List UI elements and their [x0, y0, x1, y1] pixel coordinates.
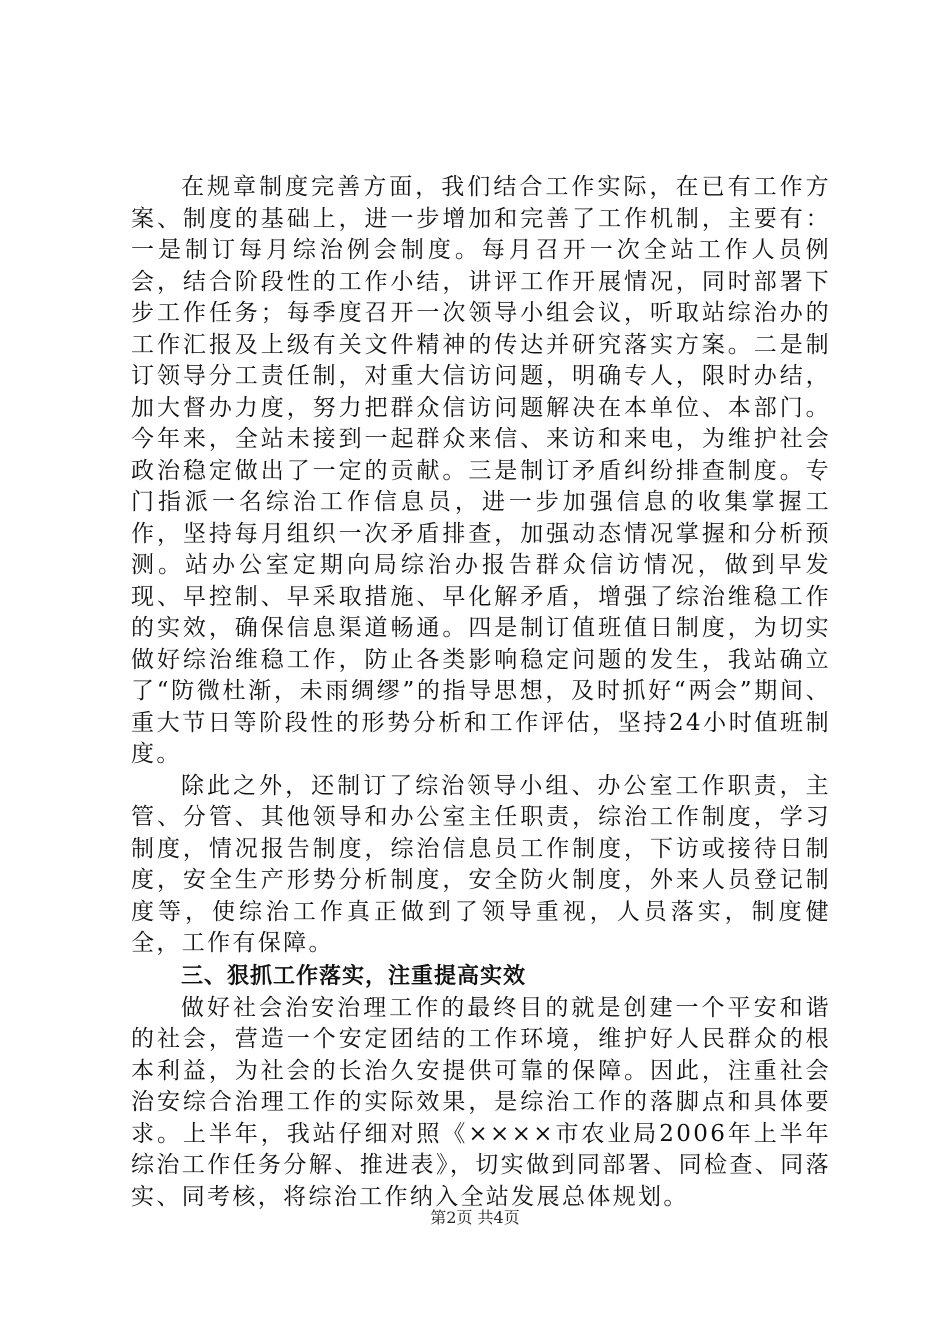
paragraph-additional-rules: 除此之外，还制订了综治领导小组、办公室工作职责，主管、分管、其他领导和办公室主任职责，综治工作制度，学习制度，情况报告制度，综治信息员工作制度，下访或接待日制度，安全生产形势分析制度，安全防火制度，外来人员登记制度等，使综治工作真正做到了领导重视，人员落实，制度健全，工作有保障。	[131, 772, 831, 956]
page-footer: 第2页 共4页	[430, 1208, 520, 1227]
paragraph-implementation: 做好社会治安治理工作的最终目的就是创建一个平安和谐的社会，营造一个安定团结的工作环境，维护好人民群众的根本利益，为社会的长治久安提供可靠的保障。因此，注重社会治安综合治理工作的实际效果，是综治工作的落脚点和具体要求。上半年，我站仔细对照《××××市农业局2006年上半年综治工作任务分解、推进表》，切实做到同部署、同检查、同落实、同考核，将综治工作纳入全站发展总体规划。	[131, 994, 831, 1210]
paragraph-regulations: 在规章制度完善方面，我们结合工作实际，在已有工作方案、制度的基础上，进一步增加和完善了工作机制，主要有：一是制订每月综治例会制度。每月召开一次全站工作人员例会，结合阶段性的工作小结，讲评工作开展情况，同时部署下步工作任务；每季度召开一次领导小组会议，听取站综治办的工作汇报及上级有关文件精神的传达并研究落实方案。二是制订领导分工责任制，对重大信访问题，明确专人，限时办结，加大督办力度，努力把群众信访问题解决在本单位、本部门。今年来，全站未接到一起群众来信、来访和来电，为维护社会政治稳定做出了一定的贡献。三是制订矛盾纠纷排查制度。专门指派一名综治工作信息员，进一步加强信息的收集掌握工作，坚持每月组织一次矛盾排查，加强动态情况掌握和分析预测。站办公室定期向局综治办报告群众信访情况，做到早发现、早控制、早采取措施、早化解矛盾，增强了综治维稳工作的实效，确保信息渠道畅通。四是制订值班值日制度，为切实做好综治维稳工作，防止各类影响稳定问题的发生，我站确立了“防微杜渐，未雨绸缪”的指导思想，及时抓好“两会”期间、重大节日等阶段性的形势分析和工作评估，坚持24小时值班制度。	[131, 174, 831, 767]
document-body	[131, 172, 831, 1213]
section-heading: 三、狠抓工作落实，注重提高实效	[181, 963, 527, 989]
